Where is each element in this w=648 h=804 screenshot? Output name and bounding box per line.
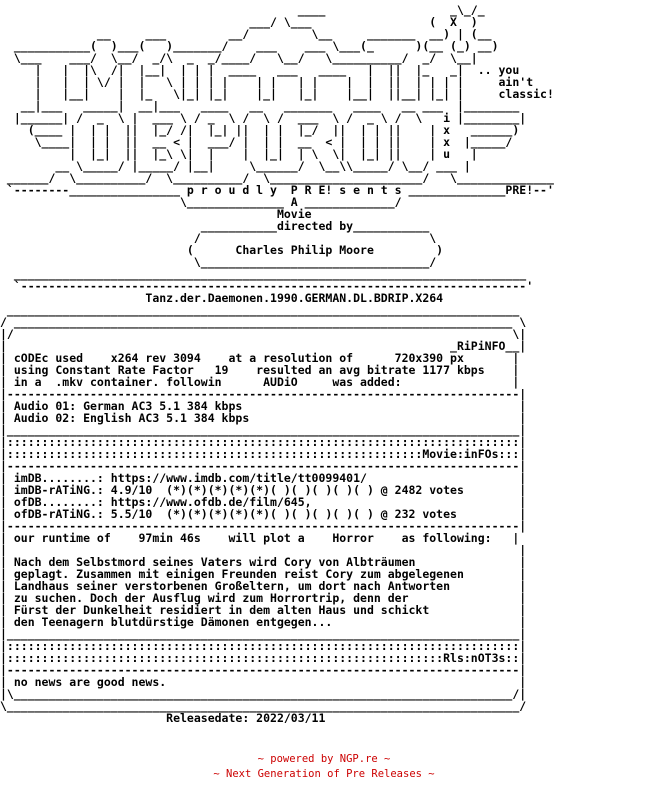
ascii-art-logo: ____ _\_/_ ___/ \___ ( X ) __ ___ __/ \__ _______ __) | (__ ___________( )___( )_______/ ___ ___ \___(_ )(__ (_) __) \___ ___/ \__/ _/\ _ _/____/ \__/ \__________/ _/ \__| | | |\ /| |__| | | | ____ ___ ____ | || |_ _| .. you | | | \/ | | \ | | | | | | | | | | || | | | | ain't | |__| | |_ \|_| |_| |_| |_| |__| ||__| |_| | classic! __|___ _____| __|___ ____ __ _______ ____ __ ___ |________ |______| / _ \ | ___ \ / _ \ / \ / ___ \ / _ \ / \ i |________| (____ | | | || |_/ /| |_| || | | |_/ || | | || | x ______) \____| | | || __ < | ___/ | | | __ < | | | || | x |_____/ | |_| || |_\ \| | | |_| | \ \| |_| || | u | __ \_____/ |_____/ |__| \______/ \__\\_____/ \__/ ___ | ______/ \__________/ \__________/ \______________________/ \______________ `--------________________ p r o u d l y P R E! s e n t s ______________PRE!--' \______________ A _____________/ Movie ___________directed by___________ / \ ( Charles Philip Moore ) \_________________________________/ __________________________________________________________________________ `-------------------------------------------------------------------------' Tanz.der.Daemonen.1990.GERMAN.DL.BDRIP.X264 __________________________________________________________________________ / ________________________________________________________________________ \ |/ \| | _RiPiNFO__| — [0, 3, 554, 353]
nfo-line: |--------------------------------------------------------------------------| — [0, 459, 527, 473]
nfo-line: | ofDB-rATiNG.: 5.5/10 (*)(*)(*)(*)(*)( )( )( )( )( ) @ 232 votes | — [0, 507, 527, 521]
nfo-line: | imDB-rATiNG.: 4.9/10 (*)(*)(*)(*)(*)( )( )( )( )( ) @ 2482 votes | — [0, 483, 527, 497]
nfo-line: \__________________________________________________________________________/ — [0, 699, 527, 713]
nfo-line: | Audio 01: German AC3 5.1 384 kbps | — [0, 399, 527, 413]
nfo-line: | zu suchen. Doch der Ausflug wird zum Horrortrip, denn der | — [0, 591, 527, 605]
nfo-line: |\________________________________________________________________________/| — [0, 687, 527, 701]
nfo-line: | den Teenagern blutdürstige Dämonen entgegen... | — [0, 615, 527, 629]
nfo-line: |--------------------------------------------------------------------------| — [0, 663, 527, 677]
nfo-line: |:::::::::::::::::::::::::::::::::::::::::::::::::::::::::::::::Rls:nOT3s::| — [0, 651, 527, 665]
powered-by-link[interactable]: ~ powered by NGP.re ~ — [257, 753, 391, 765]
nfo-line: |__________________________________________________________________________| — [0, 423, 527, 437]
info-block — [0, 351, 526, 725]
nfo-line: | imDB........: https://www.imdb.com/title/tt0099401/ | — [0, 471, 527, 485]
release-date: Releasedate: 2022/03/11 — [0, 711, 326, 725]
nfo-line: | our runtime of 97min 46s will plot a Horror as following: | — [0, 531, 520, 545]
nfo-line: | Nach dem Selbstmord seines Vaters wird Cory von Albträumen | — [0, 555, 527, 569]
nfo-line: | Audio 02: English AC3 5.1 384 kbps | — [0, 411, 527, 425]
nfo-document — [0, 4, 648, 724]
nfo-line: |::::::::::::::::::::::::::::::::::::::::::::::::::::::::::::::::::::::::::| — [0, 435, 527, 449]
nfo-line: |::::::::::::::::::::::::::::::::::::::::::::::::::::::::::::::::::::::::::| — [0, 639, 527, 653]
nfo-line: | Fürst der Dunkelheit residiert in dem alten Haus und schickt | — [0, 603, 527, 617]
nfo-line: | cODEc used x264 rev 3094 at a resolution of 720x390 px | — [0, 351, 520, 365]
nfo-line: | in a .mkv container. followin AUDiO was added: | — [0, 375, 520, 389]
nfo-line: | geplagt. Zusammen mit einigen Freunden reist Cory zum abgelegenen | — [0, 567, 527, 581]
nfo-line: | using Constant Rate Factor 19 resulted an avg bitrate 1177 kbps | — [0, 363, 520, 377]
nfo-line: | Landhaus seiner verstorbenen Großeltern, um dort nach Antworten | — [0, 579, 527, 593]
nfo-line: | | — [0, 543, 527, 557]
nfo-line: |--------------------------------------------------------------------------| — [0, 519, 527, 533]
nfo-line: |::::::::::::::::::::::::::::::::::::::::::::::::::::::::::::Movie:inFOs:::| — [0, 447, 527, 461]
nfo-line: | no news are good news. | — [0, 675, 527, 689]
nfo-line: | ofDB........: https://www.ofdb.de/film/645, | — [0, 495, 527, 509]
ngp-tagline-link[interactable]: ~ Next Generation of Pre Releases ~ — [213, 768, 435, 780]
nfo-line: |__________________________________________________________________________| — [0, 627, 527, 641]
footer — [0, 752, 648, 782]
nfo-line: |--------------------------------------------------------------------------| — [0, 387, 527, 401]
